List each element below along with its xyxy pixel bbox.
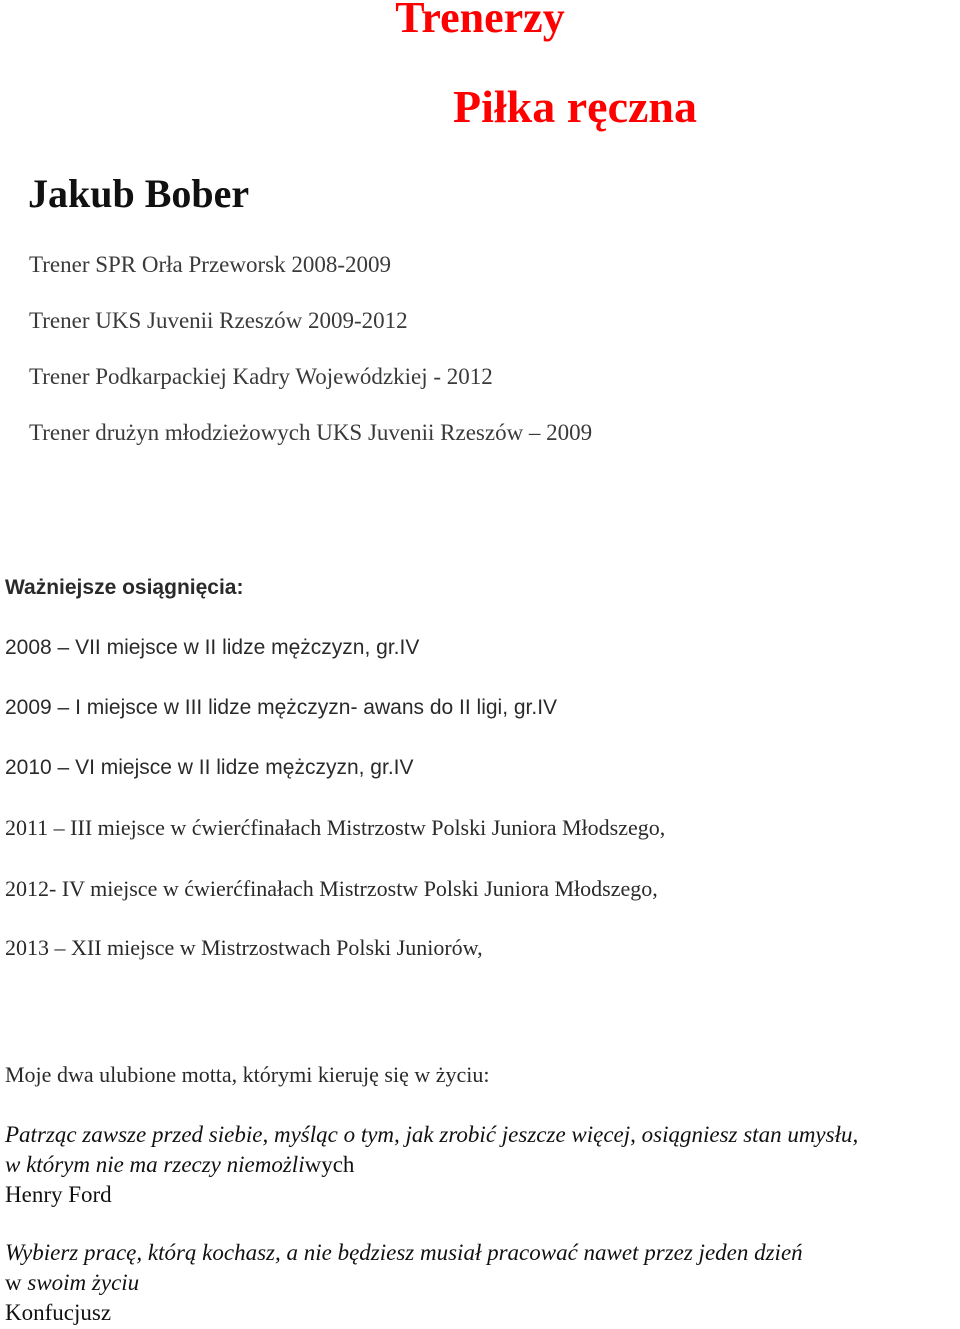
- achievement-item: 2013 – XII miejsce w Mistrzostwach Polski Juniorów,: [5, 935, 483, 960]
- quote-text-italic: Patrząc zawsze przed siebie, myśląc o tym, jak zrobić jeszcze więcej, osiągniesz stan umysłu,: [5, 1122, 859, 1147]
- achievement-item: 2009 – I miejsce w III lidze mężczyzn- awans do II ligi, gr.IV: [5, 696, 558, 719]
- quote-text: [5, 1150, 354, 1180]
- achievement-item: 2011 – III miejsce w ćwierćfinałach Mistrzostw Polski Juniora Młodszego,: [5, 815, 666, 840]
- achievement-item: 2012- IV miejsce w ćwierćfinałach Mistrzostw Polski Juniora Młodszego,: [5, 876, 658, 901]
- quote-text-italic: swoim życiu: [27, 1270, 140, 1295]
- quote-text: [5, 1238, 803, 1268]
- career-line: Trener SPR Orła Przeworsk 2008-2009: [29, 252, 392, 277]
- career-line: Trener UKS Juvenii Rzeszów 2009-2012: [29, 308, 408, 333]
- quote-author: Konfucjusz: [5, 1300, 112, 1325]
- career-line: Trener Podkarpackiej Kadry Wojewódzkiej - 2012: [29, 364, 493, 389]
- page-subtitle: Piłka ręczna: [453, 81, 697, 132]
- quote-text-plain: wych: [304, 1152, 355, 1177]
- quote-text-italic: Wybierz pracę, którą kochasz, a nie będziesz musiał pracować nawet przez jeden dzień: [5, 1240, 803, 1265]
- quote-text: [5, 1120, 858, 1150]
- career-line: Trener drużyn młodzieżowych UKS Juvenii Rzeszów – 2009: [29, 420, 593, 445]
- mottos-intro: Moje dwa ulubione motta, którymi kieruję się w życiu:: [5, 1062, 490, 1087]
- page-title: Trenerzy: [395, 0, 565, 42]
- quote-author: Henry Ford: [5, 1182, 112, 1207]
- quote-text-italic: w którym nie ma rzeczy niemożli: [5, 1152, 305, 1177]
- coach-name: Jakub Bober: [28, 171, 250, 216]
- quote-text: [5, 1268, 139, 1298]
- achievements-heading: Ważniejsze osiągnięcia:: [5, 576, 244, 599]
- achievement-item: 2008 – VII miejsce w II lidze mężczyzn, gr.IV: [5, 636, 420, 659]
- achievement-item: 2010 – VI miejsce w II lidze mężczyzn, gr.IV: [5, 756, 414, 779]
- quote-text-plain: w: [5, 1270, 28, 1295]
